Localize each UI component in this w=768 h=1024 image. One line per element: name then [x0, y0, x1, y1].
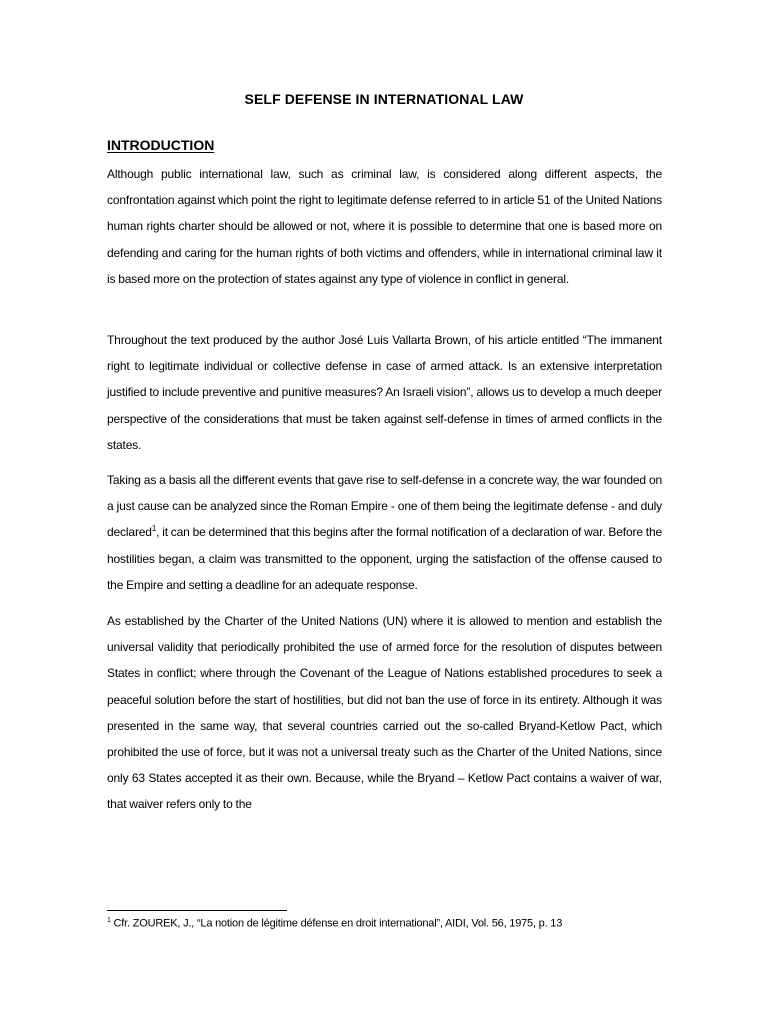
footnote-reference: 1 [151, 524, 157, 534]
paragraph-2: Throughout the text produced by the author José Luis Vallarta Brown, of his article entitled “The immanent right to legitimate individual or collective defense in case of armed attack. Is an extensive interpretation justified to include preventive and punitive measures? An Israeli vision”, allows us to develop a much deeper perspective of the considerations that must be taken against self-defense in times of armed conflicts in the states. [107, 333, 662, 452]
footnote [107, 917, 662, 930]
footnote-divider [107, 910, 287, 911]
footnote-text: Cfr. ZOUREK, J., “La notion de légitime défense en droit international”, AIDI, Vol. 56, 1975, p. 13 [110, 917, 563, 930]
paragraph-3 [107, 467, 662, 598]
footnote-number: 1 [107, 917, 111, 924]
paragraph-1: Although public international law, such as criminal law, is considered along different aspects, the confrontation against which point the right to legitimate defense referred to in article 51 of the United Nations human rights charter should be allowed or not, where it is possible to determine that one is based more on defending and caring for the human rights of both victims and offenders, while in international criminal law it is based more on the protection of states against any type of violence in conflict in general. [107, 167, 662, 286]
paragraph-4: As established by the Charter of the United Nations (UN) where it is allowed to mention and establish the universal validity that periodically prohibited the use of armed force for the resolution of disputes between States in conflict; where through the Covenant of the League of Nations established procedures to seek a peaceful solution before the start of hostilities, but did not ban the use of force in its entirety. Although it was presented in the same way, that several countries carried out the so-called Bryand-Ketlow Pact, which prohibited the use of force, but it was not a universal treaty such as the Charter of the United Nations, since only 63 States accepted it as their own. Because, while the Bryand – Ketlow Pact contains a waiver of war, that waiver refers only to the [107, 614, 662, 812]
document-title: SELF DEFENSE IN INTERNATIONAL LAW [244, 91, 524, 107]
section-heading-introduction: INTRODUCTION [107, 137, 215, 153]
paragraph-3-text-after: , it can be determined that this begins after the formal notification of a declaration of war. Before the hostilities began, a claim was transmitted to the opponent, urging the satisfaction of the offense caused to the Empire and setting a deadline for an adequate response. [107, 525, 662, 592]
paragraph-3-text-before: Taking as a basis all the different events that gave rise to self-defense in a concrete way, the war founded on a just cause can be analyzed since the Roman Empire - one of them being the legitimate defense - and duly declared [107, 473, 662, 540]
